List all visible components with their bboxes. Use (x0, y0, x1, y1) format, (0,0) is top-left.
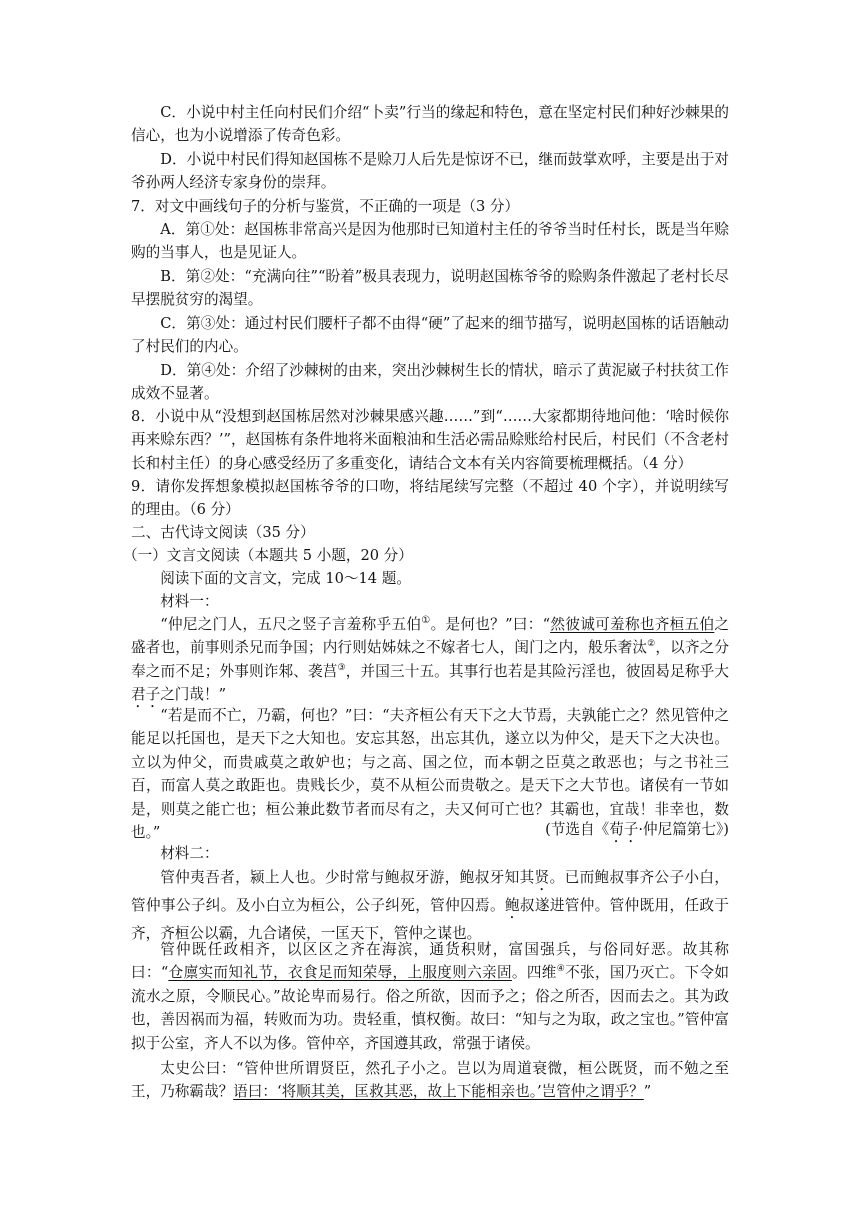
q7-option-d: D．第④处：介绍了沙棘树的由来，突出沙棘树生长的情状，暗示了黄泥崴子村扶贫工作成效不显著。 (131, 362, 729, 403)
material-1-paragraph-1: “仲尼之门人，五尺之竖子言羞称乎五伯①。是何也？”曰：“然彼诚可羞称也齐桓五伯之盛者也，前事则杀兄而争国；内行则姑姊妹之不嫁者七人，闺门之内，般乐奢汰②，以齐之分奉之而不足；外事则诈邾、袭莒③，并国三十五。其事行也若是其险污淫也，彼固曷足称乎大君子之门哉！” (131, 615, 729, 704)
note-1-mark: ① (421, 615, 431, 626)
q7-stem: 7．对文中画线句子的分析与鉴赏，不正确的一项是（3 分） (131, 198, 520, 215)
q7-option-a: A．第①处：赵国栋非常高兴是因为他那时已知道村主任的爷爷当时任村长，既是当年赊购的当事人，也是见证人。 (131, 221, 729, 262)
dotted-word-junzi: 君子 (131, 686, 161, 704)
q6-option-d: D．小说中村民们得知赵国栋不是赊刀人后先是惊讶不已，继而鼓掌欢呼，主要是出于对爷孙两人经济专家身份的崇拜。 (131, 151, 729, 192)
note-2-mark: ② (647, 639, 656, 650)
material-2-paragraph-1: 管仲夷吾者，颍上人也。少时常与鲍叔牙游，鲍叔牙知其贤。已而鲍叔事齐公子小白，管仲事公子纠。及小白立为桓公，公子纠死，管仲囚焉。鲍叔遂进管仲。管仲既用，任政于齐，齐桓公以霸，九合诸侯，一匡天下，管仲之谋也。 (131, 869, 729, 942)
q9-question: 9．请你发挥想象模拟赵国栋爷爷的口吻，将结尾续写完整（不超过 40 个字），并说明续写的理由。（6 分） (131, 478, 729, 519)
material-1-paragraph-2: “若是而不亡，乃霸，何也？”曰：“夫齐桓公有天下之大节焉，夫孰能亡之？然见管仲之能足以托国也，是天下之大知也。安忘其怒，出忘其仇，遂立以为仲父，是天下之大决也。立以为仲父，而贵戚莫之敢妒也；与之高、国之位，而本朝之臣莫之敢恶也；与之书社三百，而富人莫之敢距也。贵贱长少，莫不从桓公而贵敬之。是天下之大节也。诸侯有一节如是，则莫之能亡也；桓公兼此数节者而尽有之，夫又何可亡也？其霸也，宜哉！非幸也，数也。” (131, 707, 729, 842)
material-2-label: 材料二： (160, 845, 219, 862)
subsection-1-heading: （一）文言文阅读（本题共 5 小题，20 分） (123, 547, 413, 564)
underlined-sentence-2: 仓廪实而知礼节，衣食足而知荣辱，上服度则六亲固 (168, 964, 512, 982)
q8-question: 8．小说中从“没想到赵国栋居然对沙棘果感兴趣……”到“……大家都期待地问他：‘啥时候你再来赊东西？’”，赵国栋有条件地将米面粮油和生活必需品赊账给村民后，村民们（不含老村长和村主任）的身心感受经历了多重变化，请结合文本有关内容简要梳理概括。（4 分） (131, 408, 729, 472)
underlined-sentence-1: 然彼诚可羞称也齐桓五伯 (550, 616, 715, 633)
reading-instruction: 阅读下面的文言文，完成 10～14 题。 (160, 570, 411, 587)
material-2-paragraph-3: 太史公曰：“管仲世所谓贤臣，然孔子小之。岂以为周道衰微，桓公既贤，而不勉之至王，乃称霸哉？语曰：‘将顺其美，匡救其恶，故上下能相亲也。’岂管仲之谓乎？” (131, 1060, 729, 1101)
dotted-word-xunzi: 荀子 (609, 821, 639, 838)
note-4-mark: ④ (556, 964, 566, 975)
q7-option-c: C．第③处：通过村民们腰杆子都不由得“硬”了起来的细节描写，说明赵国栋的话语触动了村民们的内心。 (131, 315, 729, 356)
underlined-sentence-3: 语曰：‘将顺其美，匡救其恶，故上下能相亲也。’岂管仲之谓乎？ (233, 1083, 644, 1101)
q6-option-c: C．小说中村主任向村民们介绍“卜卖”行当的缘起和特色，意在坚定村民们种好沙棘果的信心，也为小说增添了传奇色彩。 (131, 104, 729, 145)
dotted-word-xian: 贤 (534, 869, 550, 886)
section-2-heading: 二、古代诗文阅读（35 分） (131, 524, 315, 541)
material-1-label: 材料一： (160, 593, 219, 610)
material-2-paragraph-2: 管仲既任政相齐，以区区之齐在海滨，通货积财，富国强兵，与俗同好恶。故其称曰：“仓廪实而知礼节，衣食足而知荣辱，上服度则六亲固。四维④不张，国乃灭亡。下令如流水之原，令顺民心。”故论卑而易行。俗之所欲，因而予之；俗之所否，因而去之。其为政也，善因祸而为福，转败而为功。贵轻重，慎权衡。故曰：“知与之为取，政之宝也。”管仲富拟于公室，齐人不以为侈。管仲卒，齐国遵其政，常强于诸侯。 (131, 941, 729, 1052)
material-1-source: (节选自《荀子·仲尼篇第七》) (545, 821, 729, 838)
note-3-mark: ③ (337, 662, 346, 673)
dotted-word-bao: 鲍 (504, 897, 520, 914)
q7-option-b: B．第②处：“充满向往”“盼着”极具表现力，说明赵国栋爷爷的赊购条件激起了老村长尽早摆脱贫穷的渴望。 (131, 268, 729, 309)
